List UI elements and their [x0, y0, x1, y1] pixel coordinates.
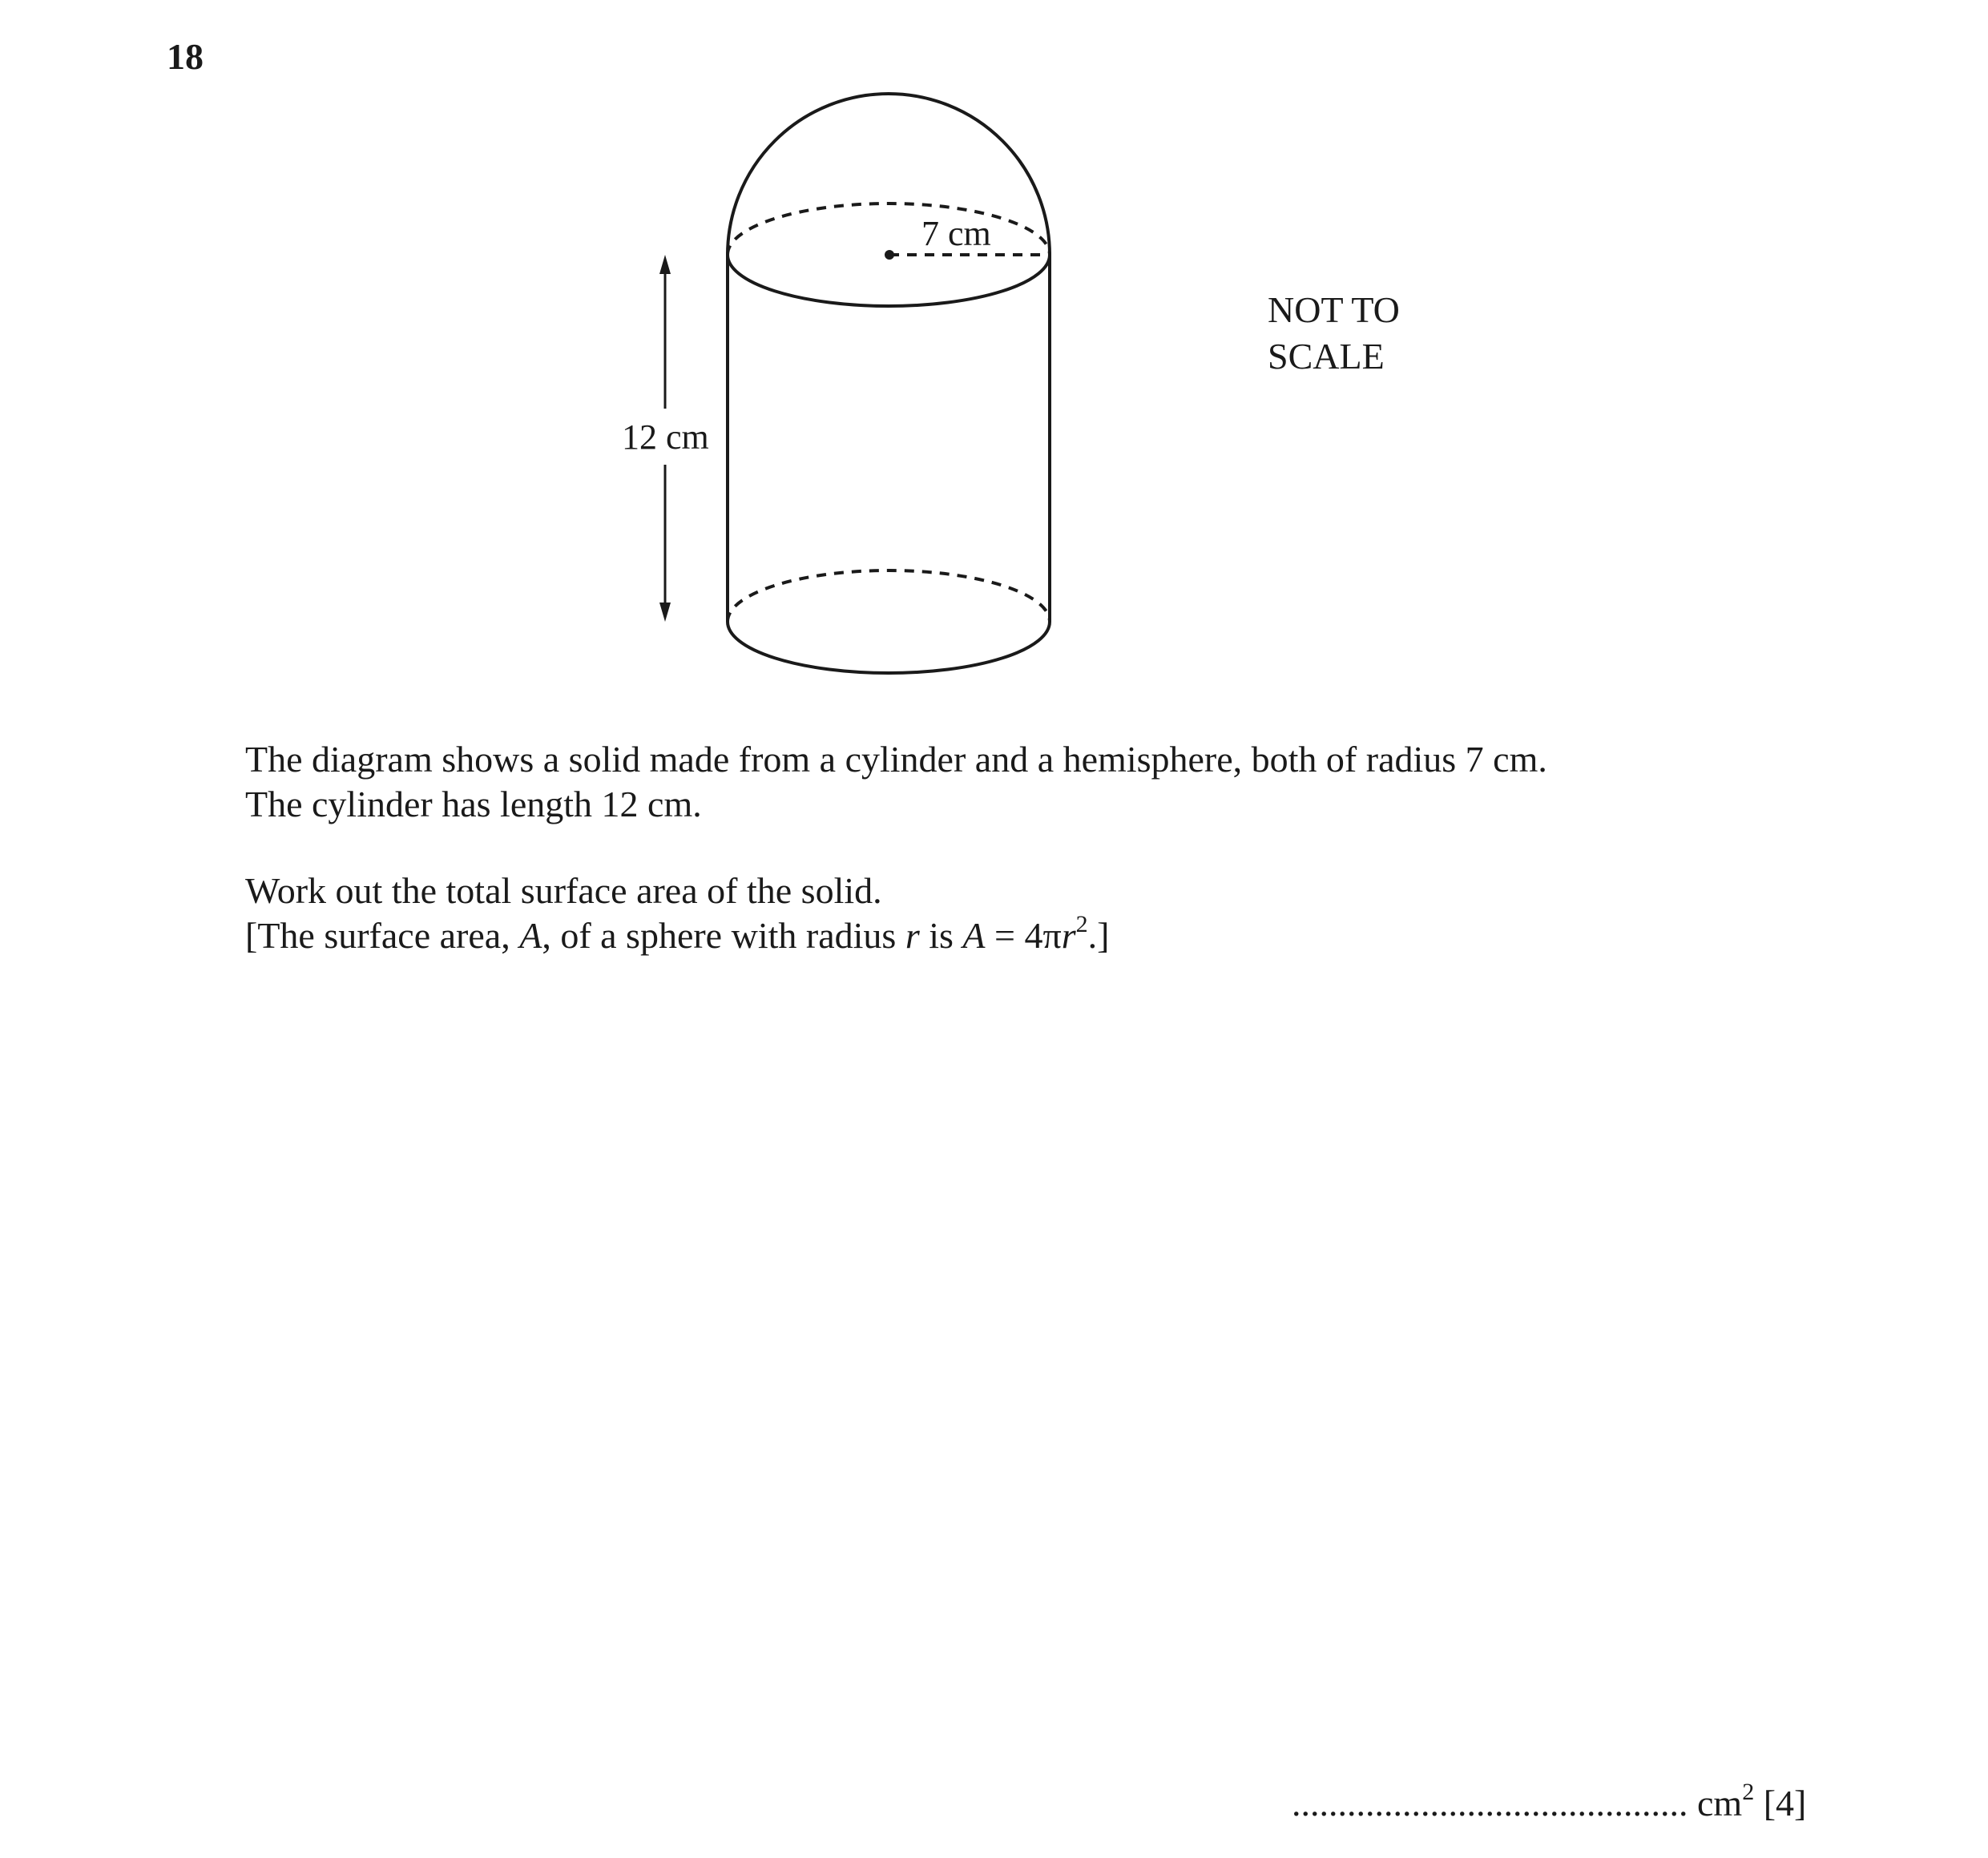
answer-unit-exponent: 2 — [1742, 1778, 1755, 1805]
description-line-1: The diagram shows a solid made from a cylinder and a hemisphere, both of radius 7 cm. — [245, 739, 1547, 780]
cylinder-hemisphere-diagram — [0, 0, 1988, 721]
radius-label: 7 cm — [921, 214, 991, 253]
task-line: Work out the total surface area of the solid. — [245, 870, 882, 911]
formula-text-b: , of a sphere with radius — [542, 915, 905, 956]
question-task — [245, 869, 1109, 958]
formula-text-e: .] — [1087, 915, 1110, 956]
height-arrow-head-top — [659, 255, 671, 274]
answer-unit: cm — [1697, 1783, 1743, 1824]
top-ellipse-back — [728, 204, 1050, 255]
answer-line[interactable] — [1292, 1778, 1807, 1824]
formula-var-A: A — [519, 915, 542, 956]
question-number: 18 — [167, 36, 204, 77]
question-description — [245, 737, 1547, 827]
answer-dots[interactable]: ........................................... — [1292, 1783, 1688, 1824]
bottom-ellipse-front — [728, 622, 1050, 673]
length-label: 12 cm — [622, 417, 709, 457]
formula-exponent: 2 — [1075, 910, 1088, 937]
hemisphere-outline — [728, 94, 1050, 255]
formula-var-r2: r — [1061, 915, 1076, 956]
formula-var-A2: A — [962, 915, 986, 956]
formula-hint — [245, 910, 1110, 958]
height-arrow-head-bottom — [659, 603, 671, 622]
formula-text-d: = 4π — [985, 915, 1062, 956]
formula-text-c: is — [919, 915, 963, 956]
bottom-ellipse-back — [728, 570, 1050, 622]
formula-var-r: r — [905, 915, 920, 956]
formula-text-a: [The surface area, — [245, 915, 520, 956]
answer-marks: [4] — [1763, 1783, 1807, 1824]
top-ellipse-front — [728, 255, 1050, 306]
description-line-2: The cylinder has length 12 cm. — [245, 784, 702, 824]
not-to-scale-note — [1268, 287, 1400, 380]
note-line-1: NOT TO — [1268, 289, 1400, 330]
note-line-2: SCALE — [1268, 336, 1385, 377]
center-point — [885, 250, 894, 260]
